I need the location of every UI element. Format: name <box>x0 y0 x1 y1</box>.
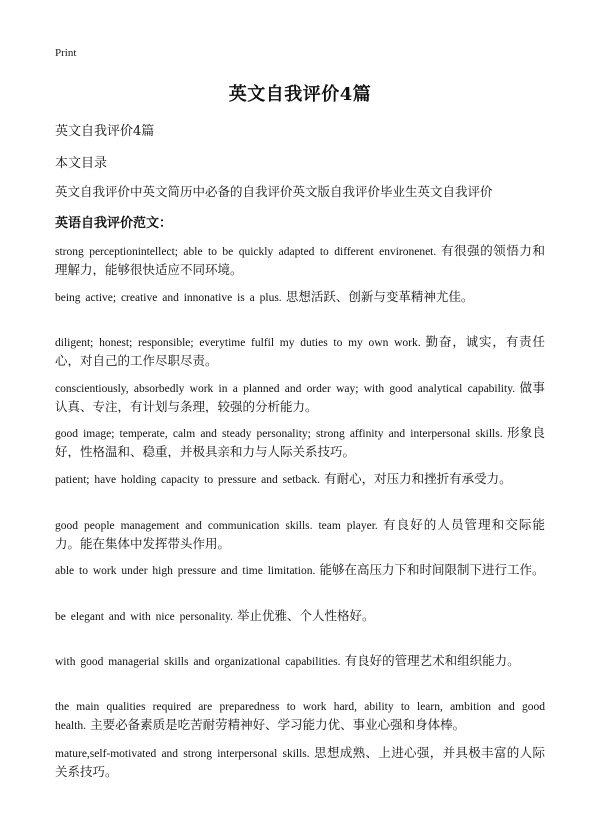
item-english: diligent; honest; responsible; everytime fulfil my duties to my own work. <box>55 337 421 350</box>
list-item <box>55 333 545 367</box>
item-chinese: 思想活跃、创新与变革精神尤佳。 <box>285 288 474 304</box>
item-english: strong perceptionintellect; able to be quickly adapted to different environenet. <box>55 246 437 258</box>
item-english: the main qualities required are preparedness to work hard, ability to learn, ambition and good health. <box>55 700 545 732</box>
item-english: being active; creative and innonative is a plus. <box>55 291 282 304</box>
item-chinese: 有很强的领悟力和理解力，能够很快适应不同环境。 <box>55 243 545 276</box>
item-chinese: 思想成熟、上进心强，并具极丰富的人际关系技巧。 <box>55 744 545 778</box>
evaluation-list <box>55 242 545 789</box>
list-item <box>55 698 545 732</box>
item-english: mature,self-motivated and strong interpersonal skills. <box>55 747 310 760</box>
item-chinese: 形象良好，性格温和、稳重，并极具亲和力与人际关系技巧。 <box>55 425 545 459</box>
item-english: conscientiously, absorbedly work in a planned and order way; with good analytical capability. <box>55 382 516 395</box>
item-chinese: 勤奋，诚实，有责任心，对自己的工作尽职尽责。 <box>55 334 545 368</box>
item-chinese: 有良好的人员管理和交际能力。能在集体中发挥带头作用。 <box>55 516 545 550</box>
item-chinese: 能够在高压力下和时间限制下进行工作。 <box>319 562 545 578</box>
list-item <box>55 607 545 641</box>
item-english: with good managerial skills and organizational capabilities. <box>55 656 341 669</box>
list-item <box>55 288 545 322</box>
toc-entries: 英文自我评价中英文简历中必备的自我评价英文版自我评价毕业生英文自我评价 <box>55 184 493 199</box>
list-item <box>55 242 545 276</box>
item-english: good image; temperate, calm and steady personality; strong affinity and interpersonal skills. <box>55 428 503 441</box>
item-english: good people management and communication skills. team player. <box>55 519 378 532</box>
list-item <box>55 652 545 686</box>
list-item <box>55 561 545 595</box>
item-english: able to work under high pressure and time limitation. <box>55 565 316 578</box>
list-item <box>55 516 545 550</box>
item-english: be elegant and with nice personality. <box>55 610 233 623</box>
print-label: Print <box>55 47 77 59</box>
item-english: patient; have holding capacity to pressure and setback. <box>55 473 320 486</box>
list-item <box>55 470 545 504</box>
item-chinese: 主要必备素质是吃苦耐劳精神好、学习能力优、事业心强和身体棒。 <box>90 716 466 732</box>
item-chinese: 有耐心，对压力和挫折有承受力。 <box>324 470 512 486</box>
list-item <box>55 379 545 413</box>
list-item <box>55 744 545 778</box>
item-chinese: 做事认真、专注，有计划与条理，较强的分析能力。 <box>55 379 545 413</box>
section-heading: 英语自我评价范文： <box>55 216 173 231</box>
list-item <box>55 424 545 458</box>
document-subtitle: 英文自我评价4篇 <box>55 124 155 139</box>
toc-label: 本文目录 <box>55 156 108 171</box>
item-chinese: 有良好的管理艺术和组织能力。 <box>344 653 520 669</box>
item-chinese: 举止优雅、个人性格好。 <box>237 607 375 623</box>
document-title: 英文自我评价4篇 <box>228 84 372 105</box>
